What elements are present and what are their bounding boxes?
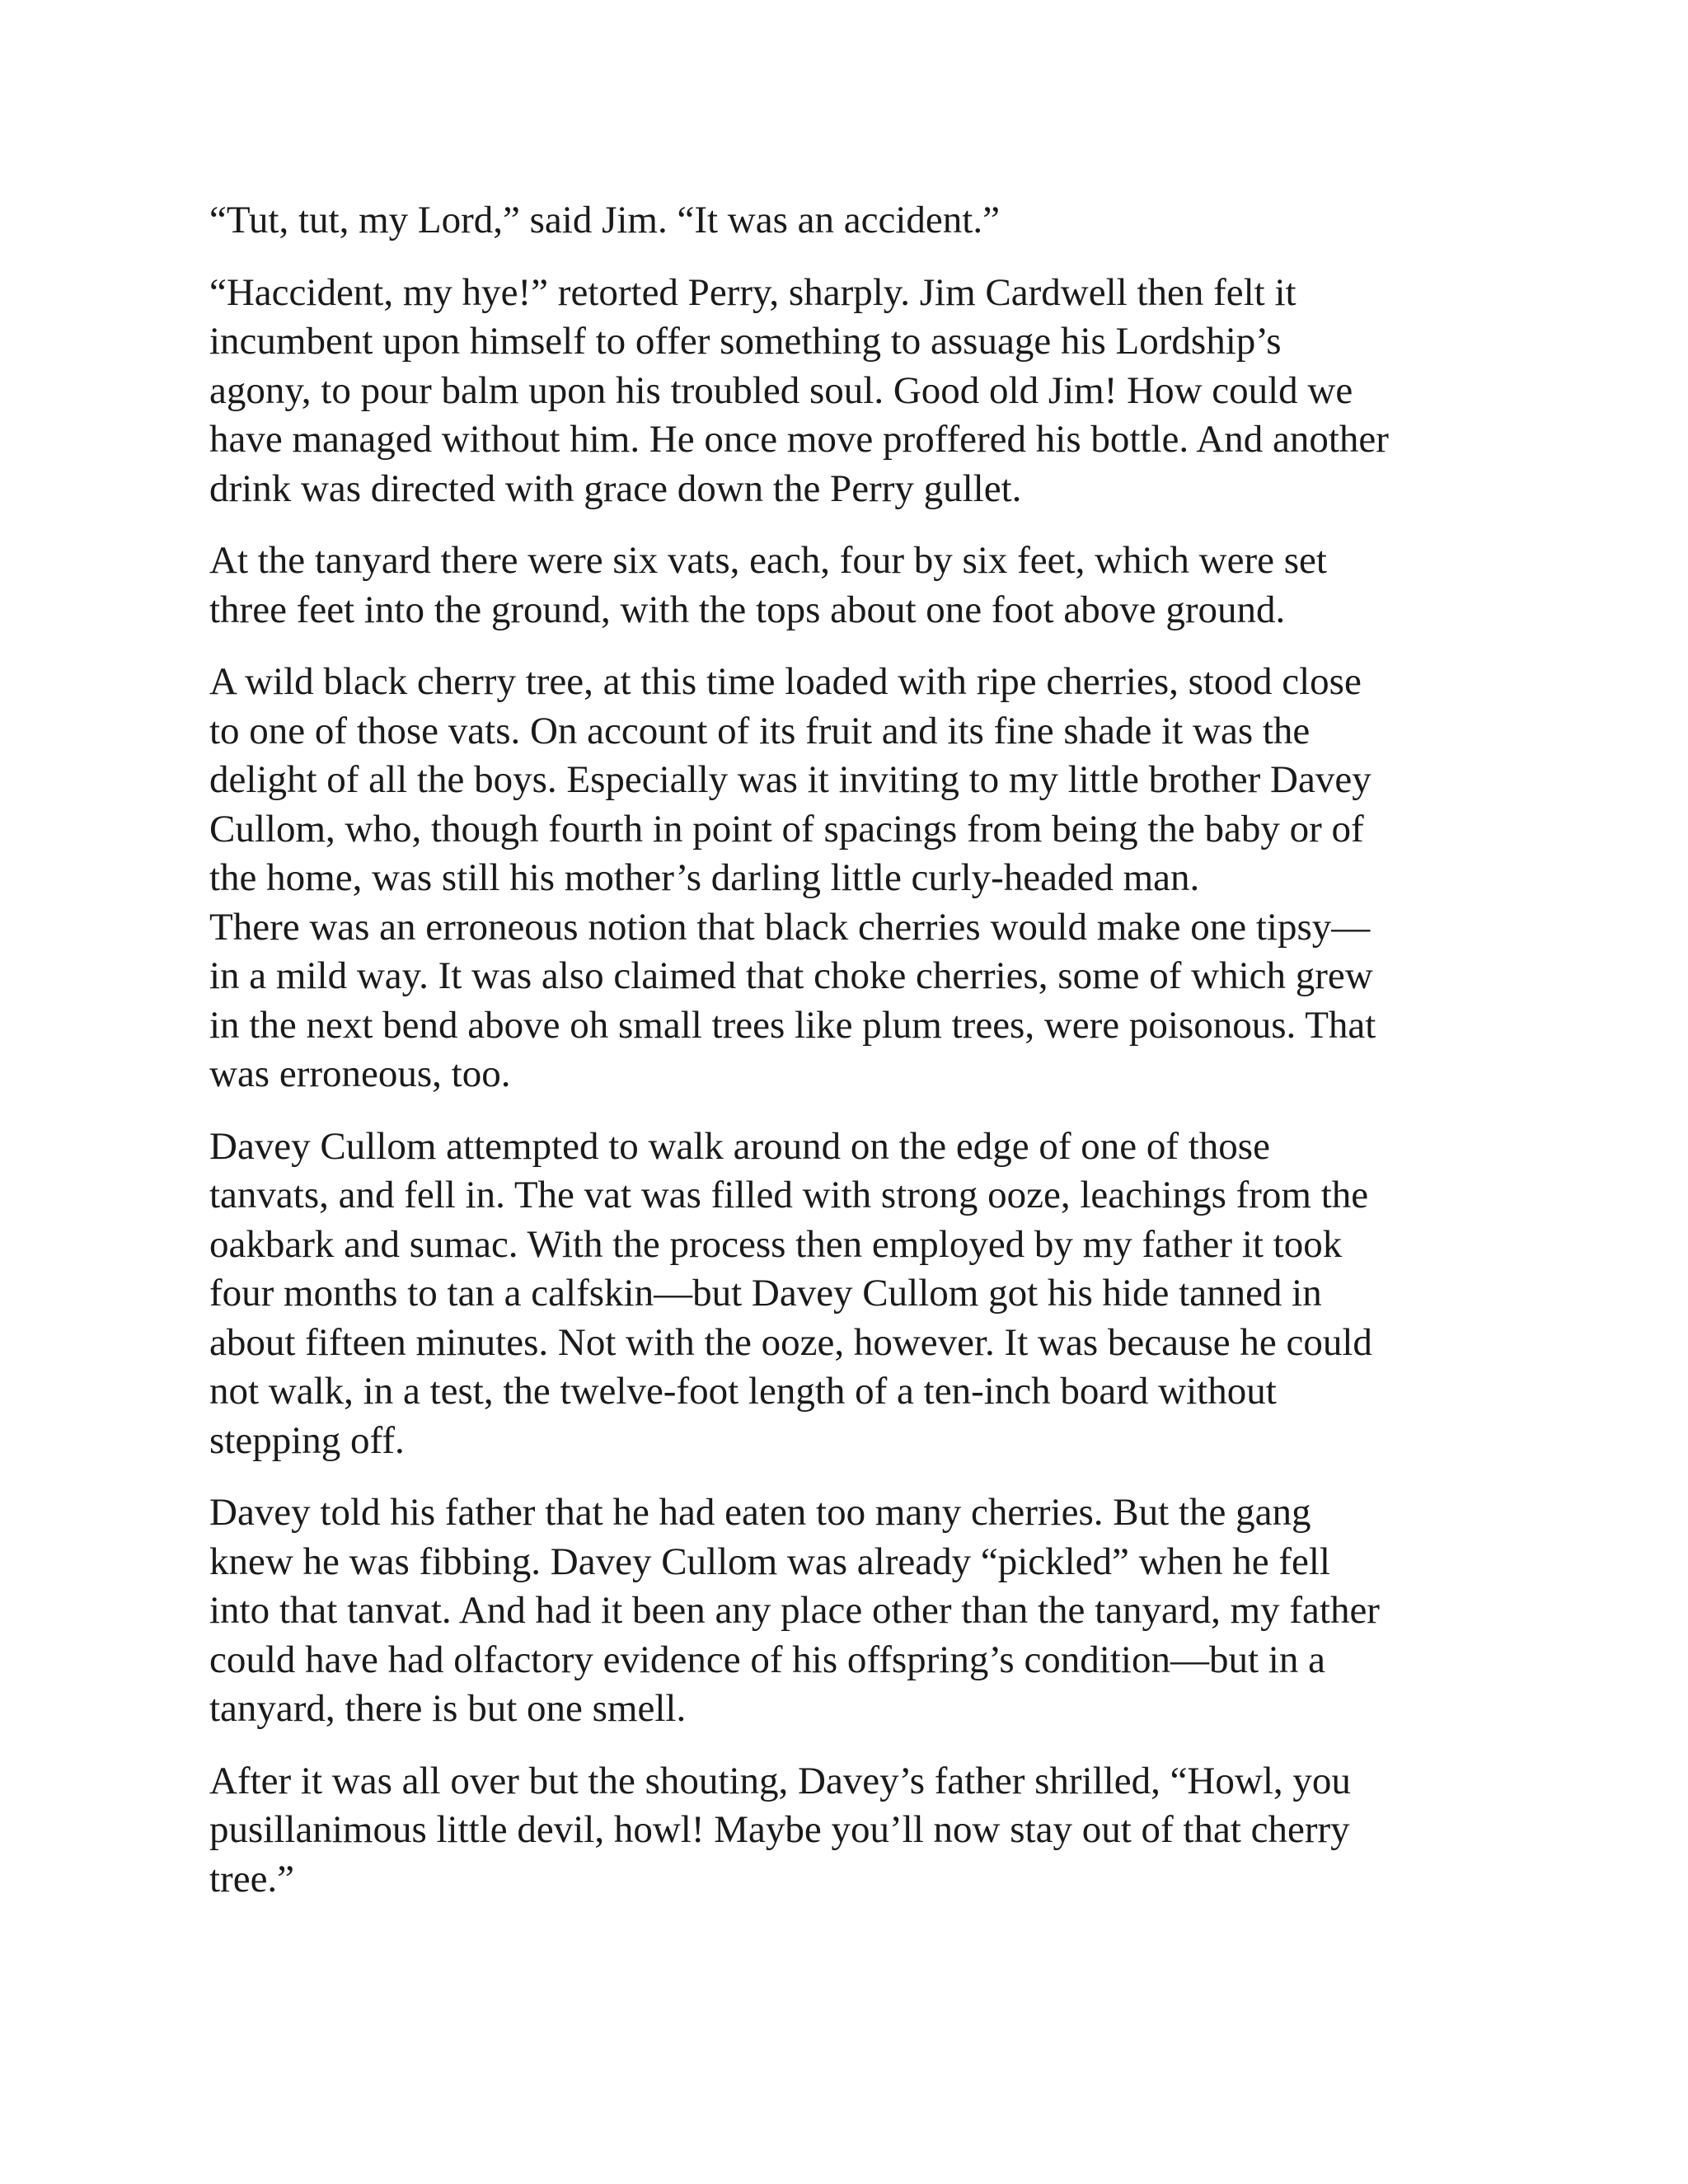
document-body bbox=[209, 196, 1479, 1927]
paragraph: A wild black cherry tree, at this time loaded with ripe cherries, stood close to one of those vats. On account of its fruit and its fine shade it was the delight of all the boys. Especially was it inviting to my little brother Davey Cullom, who, though fourth in point of spacings from being the baby or of the home, was still his mother’s darling little curly-headed man. bbox=[209, 660, 1372, 899]
paragraph: At the tanyard there were six vats, each, four by six feet, which were set three feet into the ground, with the tops about one foot above ground. bbox=[209, 539, 1327, 631]
paragraph: There was an erroneous notion that black cherries would make one tipsy— in a mild way. It was also claimed that choke cherries, some of which grew in the next bend above oh small trees like plum trees, were poisonous. That was erroneous, too. bbox=[209, 905, 1376, 1095]
paragraph: Davey told his father that he had eaten too many cherries. But the gang knew he was fibbing. Davey Cullom was already “pickled” when he fell into that tanvat. And had it been any place other than the tanyard, my father could have had olfactory evidence of his offspring’s condition—but in a tanyard, there is but one smell. bbox=[209, 1491, 1380, 1730]
paragraph: “Haccident, my hye!” retorted Perry, sharply. Jim Cardwell then felt it incumbent upon himself to offer something to assuage his Lordship’s agony, to pour balm upon his troubled soul. Good old Jim! How could we have managed without him. He once move proffered his bottle. And another drink was directed with grace down the Perry gullet. bbox=[209, 270, 1389, 510]
paragraph: “Tut, tut, my Lord,” said Jim. “It was an accident.” bbox=[209, 199, 1000, 241]
paragraph: After it was all over but the shouting, Davey’s father shrilled, “Howl, you pusillanimous little devil, howl! Maybe you’ll now stay out of that cherry tree.” bbox=[209, 1759, 1351, 1900]
paragraph: Davey Cullom attempted to walk around on the edge of one of those tanvats, and fell in. The vat was filled with strong ooze, leachings from the oakbark and sumac. With the process then employed by my father it took four months to tan a calfskin—but Davey Cullom got his hide tanned in about fifteen minutes. Not with the ooze, however. It was because he could not walk, in a test, the twelve-foot length of a ten-inch board without stepping off. bbox=[209, 1124, 1372, 1462]
